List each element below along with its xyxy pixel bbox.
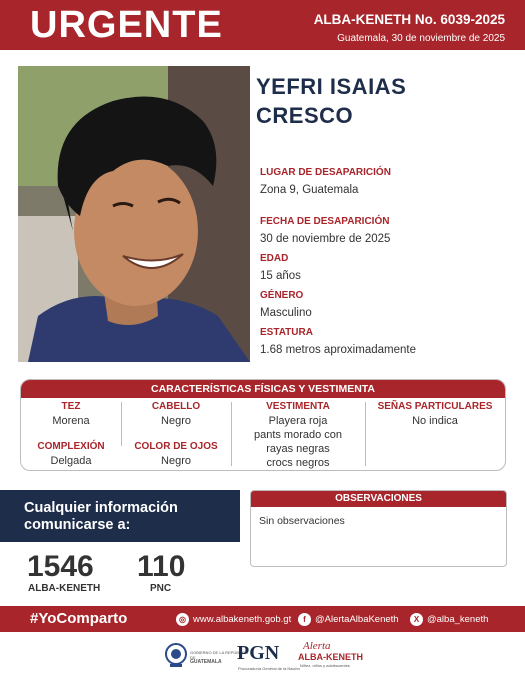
phone-number-alba[interactable]: 1546: [27, 550, 94, 583]
contact-banner: [0, 490, 240, 542]
x-link[interactable]: [410, 613, 488, 626]
info-edad: [260, 253, 301, 282]
facebook-link[interactable]: [298, 613, 399, 626]
char-value: Negro: [161, 415, 191, 427]
pgn-logo: PGN: [237, 642, 280, 664]
phone-label-pnc: PNC: [150, 583, 172, 594]
missing-person-photo: [18, 66, 250, 362]
info-label: ESTATURA: [260, 327, 313, 338]
char-value-line: Playera roja: [268, 415, 328, 427]
gov-line1: GOBIERNO DE LA REPÚBLICA DE: [190, 650, 248, 660]
x-icon: X: [410, 613, 423, 626]
sponsor-logos: [0, 638, 525, 678]
urgente-title: URGENTE: [30, 4, 223, 46]
char-label: VESTIMENTA: [266, 401, 330, 412]
phone-number-pnc[interactable]: 110: [137, 550, 186, 583]
info-value: 15 años: [260, 270, 301, 282]
char-label: CABELLO: [151, 401, 201, 412]
person-name-line2: CRESCO: [256, 103, 354, 128]
characteristics-panel: [20, 379, 506, 471]
contact-line2: comunicarse a:: [24, 517, 131, 533]
website-link[interactable]: [176, 613, 291, 626]
info-label: EDAD: [260, 253, 289, 264]
info-estatura: [260, 327, 416, 356]
person-name-line1: YEFRI ISAIAS: [256, 74, 407, 99]
alerta-logo: Alerta: [303, 640, 331, 652]
header-banner: [0, 0, 525, 50]
contact-line1: Cualquier información: [24, 500, 178, 516]
char-complexion: [21, 441, 121, 468]
footer-banner: [0, 606, 525, 632]
facebook-text: @AlertaAlbaKeneth: [315, 614, 399, 625]
info-label: FECHA DE DESAPARICIÓN: [260, 216, 390, 227]
char-value: No indica: [412, 415, 458, 427]
observations-panel: [250, 490, 507, 567]
char-cabello: [121, 401, 231, 428]
pgn-sub: Procuraduría General de la Nación: [238, 666, 300, 671]
info-value: 30 de noviembre de 2025: [260, 233, 391, 245]
info-genero: [260, 290, 312, 319]
info-label: LUGAR DE DESAPARICIÓN: [260, 167, 391, 178]
observations-title: OBSERVACIONES: [251, 491, 506, 507]
person-name: [256, 72, 511, 130]
char-value: Delgada: [50, 455, 92, 467]
char-senas: [365, 401, 505, 428]
info-value: Masculino: [260, 307, 312, 319]
char-color-ojos: [121, 441, 231, 468]
phone-label-alba: ALBA-KENETH: [28, 583, 101, 594]
gov-line2: GUATEMALA: [190, 659, 222, 665]
alba-logo: ALBA-KENETH: [298, 652, 363, 662]
char-label: COLOR DE OJOS: [134, 441, 218, 452]
info-value: Zona 9, Guatemala: [260, 184, 359, 196]
observations-text: Sin observaciones: [259, 515, 345, 527]
info-fecha: [260, 216, 390, 245]
char-value-line: pants morado con: [253, 429, 343, 441]
guatemala-seal-logo: [165, 642, 187, 668]
char-tez: [21, 401, 121, 428]
website-text: www.albakeneth.gob.gt: [193, 614, 292, 625]
char-label: TEZ: [61, 401, 81, 412]
char-label: COMPLEXIÓN: [37, 441, 105, 452]
char-value: Morena: [52, 415, 90, 427]
char-value-line: rayas negras: [266, 443, 330, 455]
char-label: SEÑAS PARTICULARES: [377, 401, 493, 412]
char-value: Negro: [161, 455, 191, 467]
info-lugar: [260, 167, 391, 196]
case-number: ALBA-KENETH No. 6039-2025: [313, 12, 505, 27]
location-date: Guatemala, 30 de noviembre de 2025: [337, 33, 505, 44]
info-value: 1.68 metros aproximadamente: [260, 344, 416, 356]
characteristics-title: CARACTERÍSTICAS FÍSICAS Y VESTIMENTA: [21, 380, 505, 398]
facebook-icon: f: [298, 613, 311, 626]
char-value-line: crocs negros: [266, 457, 330, 469]
x-text: @alba_keneth: [427, 614, 489, 625]
globe-icon: ◎: [176, 613, 189, 626]
info-label: GÉNERO: [260, 290, 304, 301]
char-vestimenta: [231, 401, 365, 470]
hashtag: #YoComparto: [30, 610, 128, 627]
alba-sub: Niñez, niños y adolescentes: [300, 663, 350, 668]
